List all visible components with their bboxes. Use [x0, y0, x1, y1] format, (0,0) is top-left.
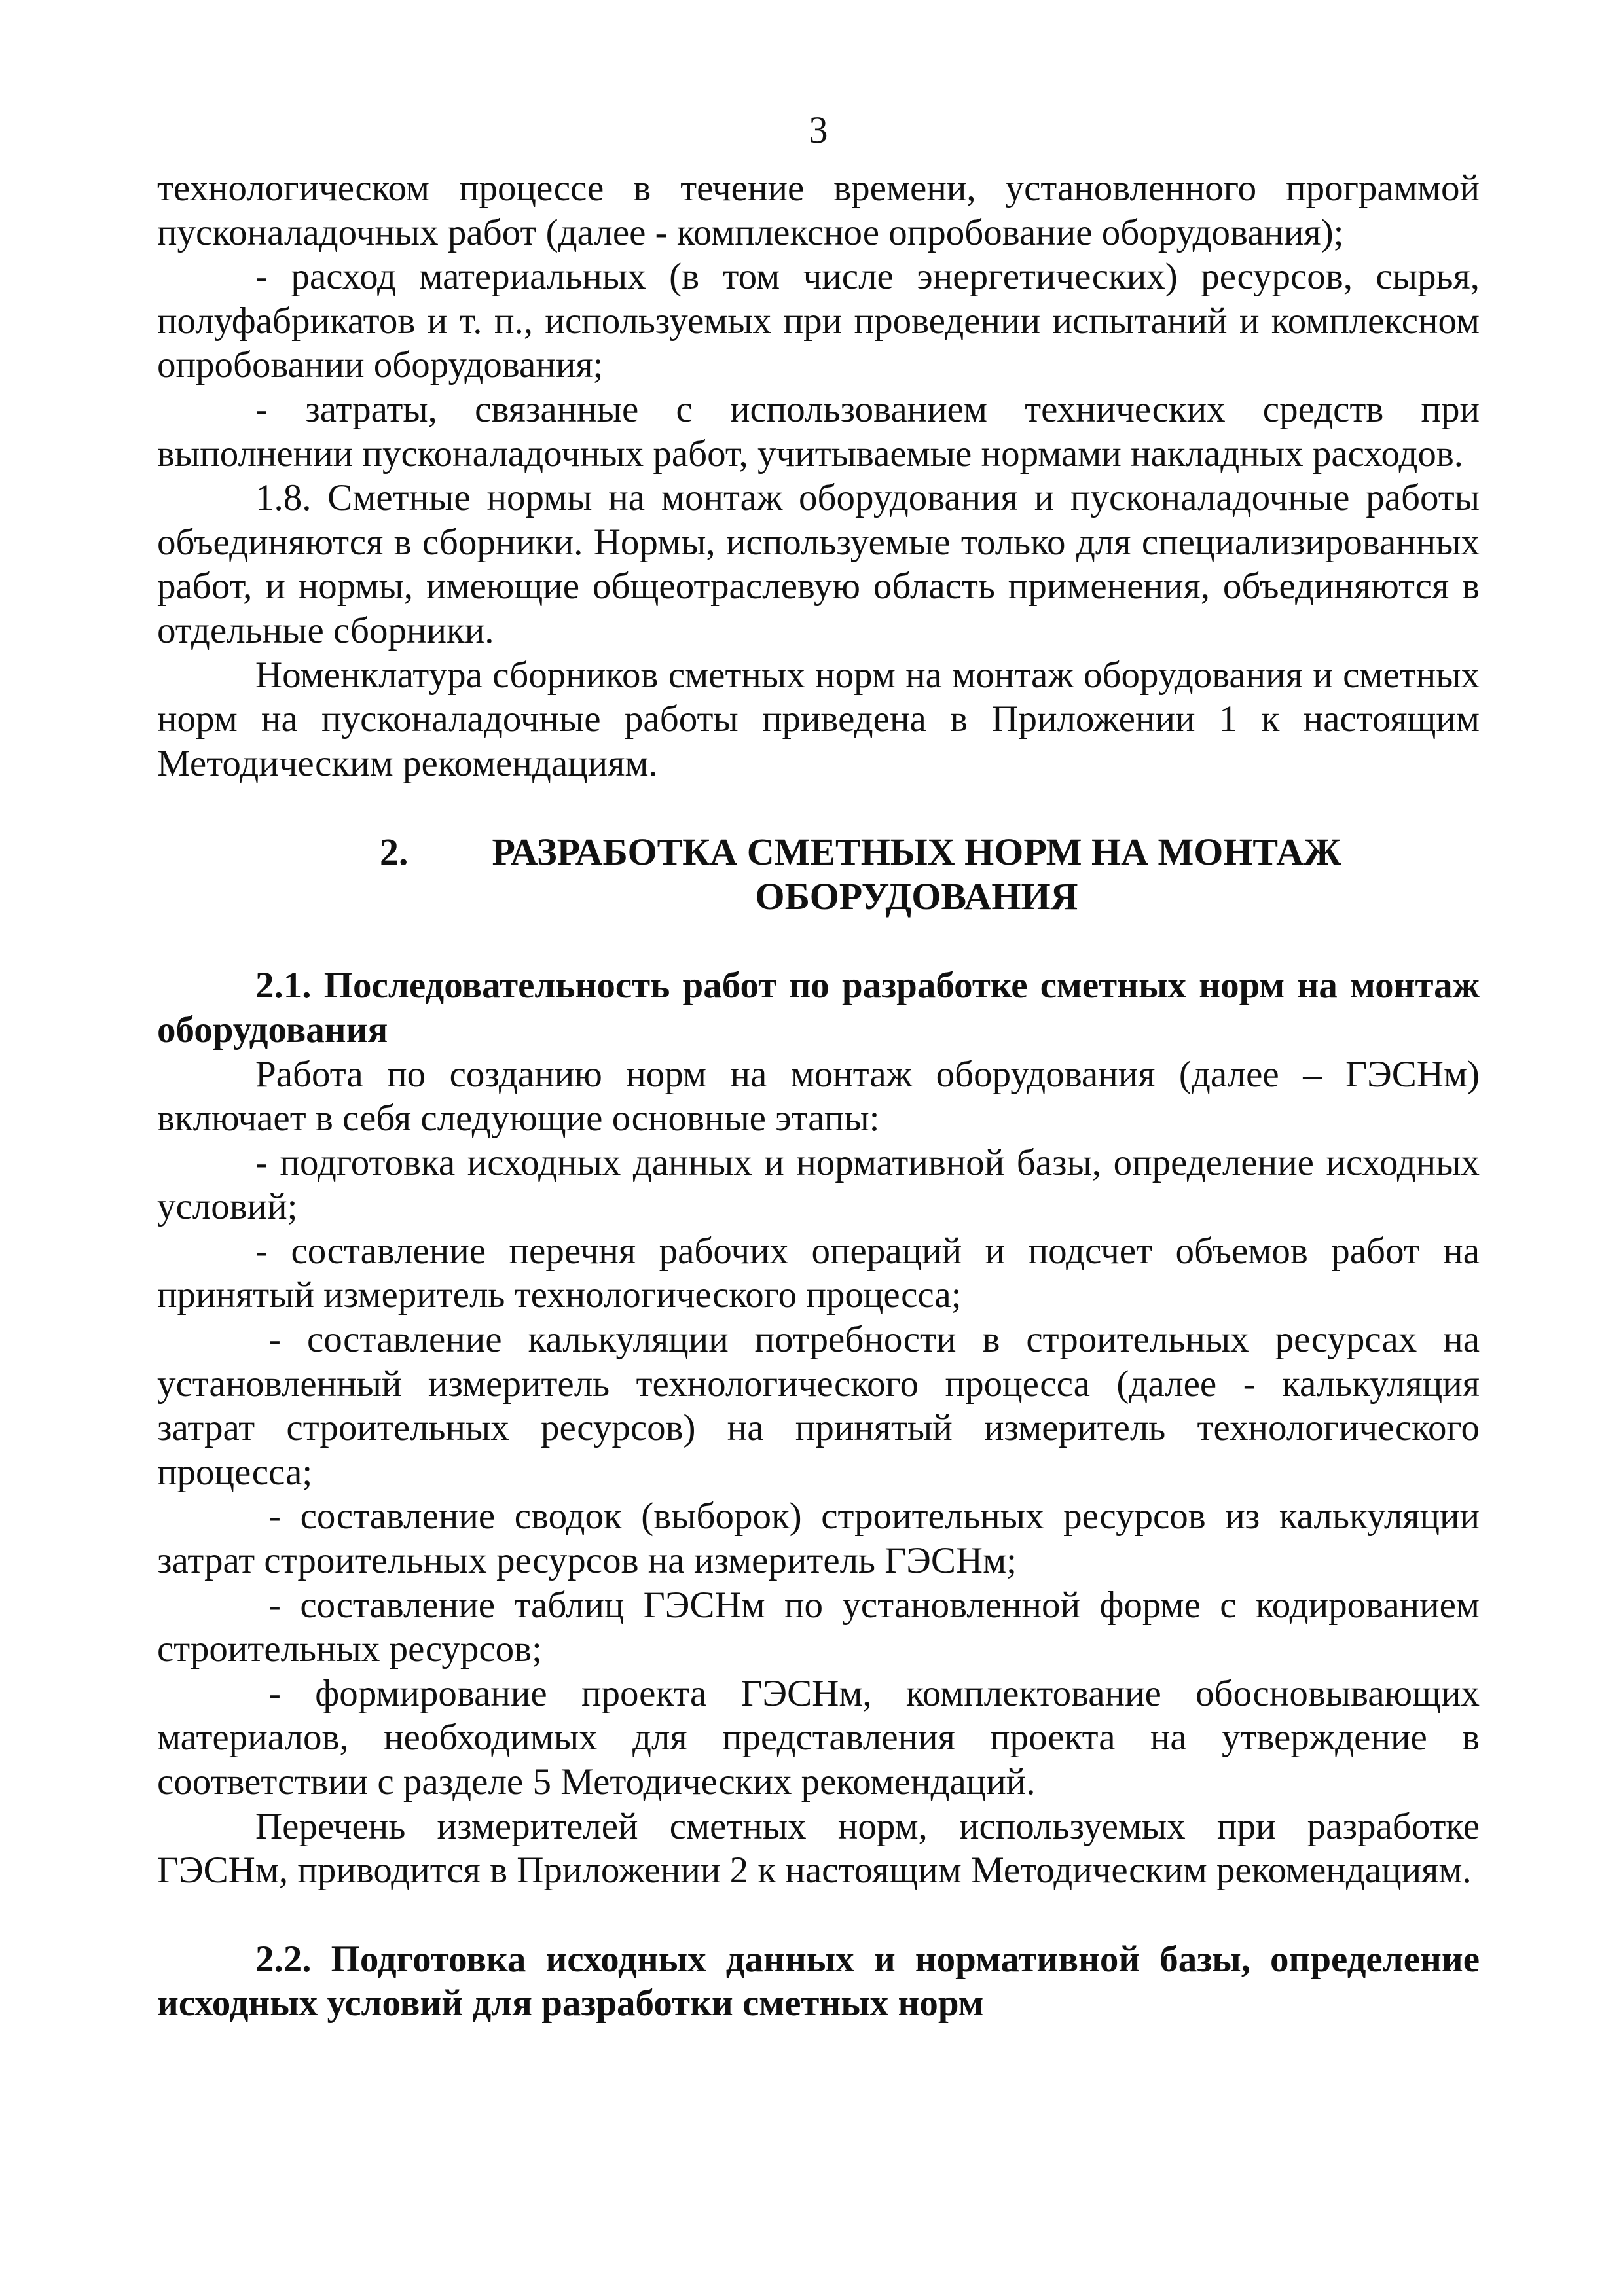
- subsection-2-1-closing: Перечень измерителей сметных норм, используемых при разработке ГЭСНм, приводится в Приложении 2 к настоящим Методическим рекомендациям.: [157, 1805, 1480, 1892]
- section-2-title: РАЗРАБОТКА СМЕТНЫХ НОРМ НА МОНТАЖ ОБОРУДОВАНИЯ: [492, 831, 1341, 918]
- subsection-2-1-intro: Работа по созданию норм на монтаж оборудования (далее – ГЭСНм) включает в себя следующие основные этапы:: [157, 1053, 1480, 1139]
- list-item: - формирование проекта ГЭСНм, комплектование обосновывающих материалов, необходимых для представления проекта на утверждение в соответствии с разделе 5 Методических рекомендаций.: [157, 1672, 1480, 1803]
- document-page: [157, 0, 1480, 2296]
- spacer: [157, 919, 1480, 963]
- section-2-heading: [157, 830, 1480, 919]
- spacer: [157, 785, 1480, 830]
- page-content: [157, 166, 1480, 2026]
- list-item: - составление таблиц ГЭСНм по установленной форме с кодированием строительных ресурсов;: [157, 1584, 1480, 1670]
- paragraph-nomenclature: Номенклатура сборников сметных норм на монтаж оборудования и сметных норм на пусконаладочные работы приведена в Приложении 1 к настоящим Методическим рекомендациям.: [157, 654, 1480, 784]
- subsection-2-1-heading: 2.1. Последовательность работ по разработке сметных норм на монтаж оборудования: [157, 965, 1480, 1050]
- paragraph-continuation: технологическом процессе в течение времени, установленного программой пусконаладочных работ (далее - комплексное опробование оборудования);: [157, 168, 1480, 253]
- list-item: - составление калькуляции потребности в строительных ресурсах на установленный измеритель технологического процесса (далее - калькуляция затрат строительных ресурсов) на принятый измеритель технологического процесса;: [157, 1319, 1480, 1493]
- list-item: - составление перечня рабочих операций и подсчет объемов работ на принятый измеритель технологического процесса;: [157, 1230, 1480, 1316]
- list-item-materials: - расход материальных (в том числе энергетических) ресурсов, сырья, полуфабрикатов и т. п., используемых при проведении испытаний и комплексном опробовании оборудования;: [157, 256, 1480, 386]
- section-2-number: 2.: [380, 831, 409, 874]
- list-item: - составление сводок (выборок) строительных ресурсов из калькуляции затрат строительных ресурсов на измеритель ГЭСНм;: [157, 1496, 1480, 1582]
- list-item: - подготовка исходных данных и нормативной базы, определение исходных условий;: [157, 1141, 1480, 1228]
- paragraph-1-8: 1.8. Сметные нормы на монтаж оборудования и пусконаладочные работы объединяются в сборники. Нормы, используемые только для специализированных работ, и нормы, имеющие общеотраслевую область применения, объединяются в отдельные сборники.: [157, 477, 1480, 651]
- subsection-2-2-heading: 2.2. Подготовка исходных данных и нормативной базы, определение исходных условий для разработки сметных норм: [157, 1938, 1480, 2024]
- spacer: [157, 1893, 1480, 1937]
- page-number: 3: [809, 109, 828, 151]
- list-item-technical-costs: - затраты, связанные с использованием технических средств при выполнении пусконаладочных работ, учитываемые нормами накладных расходов.: [157, 388, 1480, 475]
